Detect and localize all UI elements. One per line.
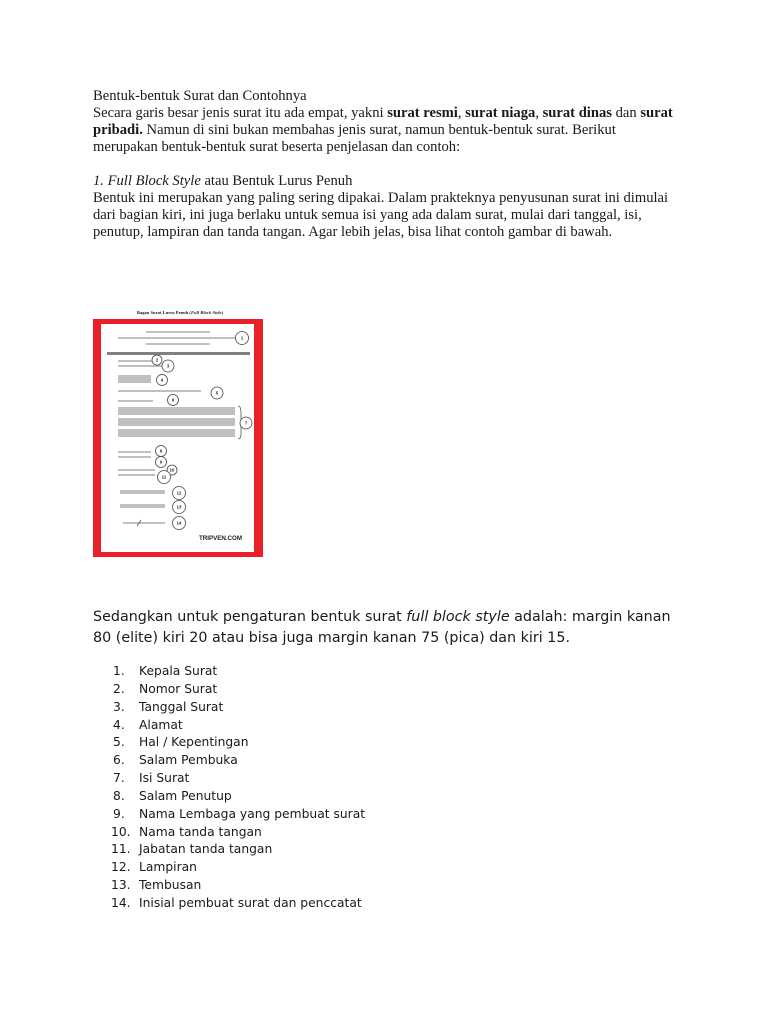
list-item [113,877,365,895]
svg-text:9: 9 [159,459,163,465]
intro-text-3: , [535,105,543,121]
list-item [113,824,365,842]
svg-text:11: 11 [161,474,167,480]
list-item [113,734,365,752]
svg-text:5: 5 [215,390,219,396]
svg-text:2: 2 [155,357,159,363]
intro-surat-niaga: surat niaga [465,105,536,121]
figure-marker-5 [211,387,223,399]
figure-marker-6 [168,395,179,406]
list-item-label: Alamat [139,717,183,732]
list-item-label: Nama tanda tangan [139,824,262,839]
figure-marker-13 [173,501,186,514]
list-item [113,770,365,788]
list-item-number: 9. [113,806,125,821]
list-item [113,895,365,913]
figure-marker-12 [173,487,186,500]
intro-text-1: Secara garis besar jenis surat itu ada empat, yakni [93,105,388,121]
intro-surat-dinas: surat dinas [542,105,612,121]
list-item-number: 12. [111,860,131,875]
list-item-label: Isi Surat [139,771,190,786]
list-item [113,806,365,824]
list-item [113,699,365,717]
intro-surat-pribadi: surat pribadi. [93,105,673,139]
figure-marker-1 [236,332,249,345]
list-item [113,663,365,681]
list-item-label: Tembusan [139,878,202,893]
margin-note-text-1: Sedangkan untuk pengaturan bentuk surat [93,609,407,625]
svg-text:6: 6 [171,397,175,403]
figure-caption: Bagan Surat Lurus Penuh (Full Block Style) [136,310,224,315]
figure-marker-9 [156,457,167,468]
list-item-label: Jabatan tanda tangan [139,842,273,857]
list-item-number: 2. [113,681,125,696]
figure-marker-2 [152,355,162,365]
section1-heading [93,173,352,190]
intro-text-5: Namun di sini bukan membahas jenis surat, namun bentuk-bentuk surat. Berikut merupakan bentuk-bentuk surat beserta penjelasan dan contoh: [93,122,616,156]
list-item [113,859,365,877]
list-item-label: Kepala Surat [139,664,218,678]
list-item-label: Salam Pembuka [139,753,238,768]
svg-text:10: 10 [169,467,175,473]
list-item-label: Hal / Kepentingan [139,735,249,750]
list-item-number: 5. [113,735,125,750]
svg-text:12: 12 [176,490,182,496]
margin-note-paragraph [93,607,683,648]
svg-text:7: 7 [244,420,248,426]
svg-text:8: 8 [159,448,163,454]
list-item [113,788,365,806]
list-item-number: 3. [113,699,125,714]
full-block-style-figure [93,305,263,557]
list-item-number: 10. [111,824,131,839]
list-item [113,841,365,859]
margin-note-text-2: adalah: margin kanan 80 (elite) kiri 20 atau bisa juga margin kanan 75 (pica) dan kiri 15. [93,609,671,646]
margin-note-italic: full block style [406,609,510,625]
list-item-label: Nomor Surat [139,681,218,696]
list-item [113,681,365,699]
svg-text:1: 1 [240,335,244,341]
list-item-label: Lampiran [139,860,197,875]
list-item-number: 13. [111,878,131,893]
section1-heading-italic: 1. Full Block Style [93,173,201,189]
list-item-number: 4. [113,717,125,732]
intro-surat-resmi: surat resmi [387,105,458,121]
figure-marker-8 [156,446,167,457]
list-item-label: Nama Lembaga yang pembuat surat [139,806,366,821]
svg-text:4: 4 [160,377,164,383]
section1-heading-rest: atau Bentuk Lurus Penuh [200,173,353,189]
list-item [113,752,365,770]
figure-marker-7 [240,417,252,429]
list-item-number: 8. [113,788,125,803]
intro-text-4: dan [611,105,641,121]
list-item-number: 14. [111,895,131,910]
figure-marker-3 [162,360,174,372]
list-item-number: 7. [113,771,125,786]
svg-text:13: 13 [176,504,182,510]
list-item-label: Tanggal Surat [139,699,224,714]
section1-body: Bentuk ini merupakan yang paling sering dipakai. Dalam prakteknya penyusunan surat ini dimulai dari bagian kiri, ini juga berlaku untuk semua isi yang ada dalam surat, mulai dari tanggal, isi, penutup, lampiran dan tanda tangan. Agar lebih jelas, bisa lihat contoh gambar di bawah. [93,190,669,241]
list-item-label: Salam Penutup [139,788,232,803]
list-item-number: 6. [113,753,125,768]
intro-paragraph [93,105,683,157]
letter-parts-list [113,663,365,913]
svg-text:14: 14 [176,520,182,526]
list-item [113,717,365,735]
svg-text:3: 3 [166,363,170,369]
figure-marker-14 [173,517,186,530]
figure-marker-4 [157,375,168,386]
intro-text-2: , [457,105,466,121]
list-item-number: 11. [111,842,131,857]
document-title: Bentuk-bentuk Surat dan Contohnya [93,88,307,104]
figure-watermark: TRIPVEN.COM [199,535,242,542]
list-item-label: Inisial pembuat surat dan penccatat [139,895,362,910]
list-item-number: 1. [113,664,125,678]
figure-marker-11 [158,471,171,484]
